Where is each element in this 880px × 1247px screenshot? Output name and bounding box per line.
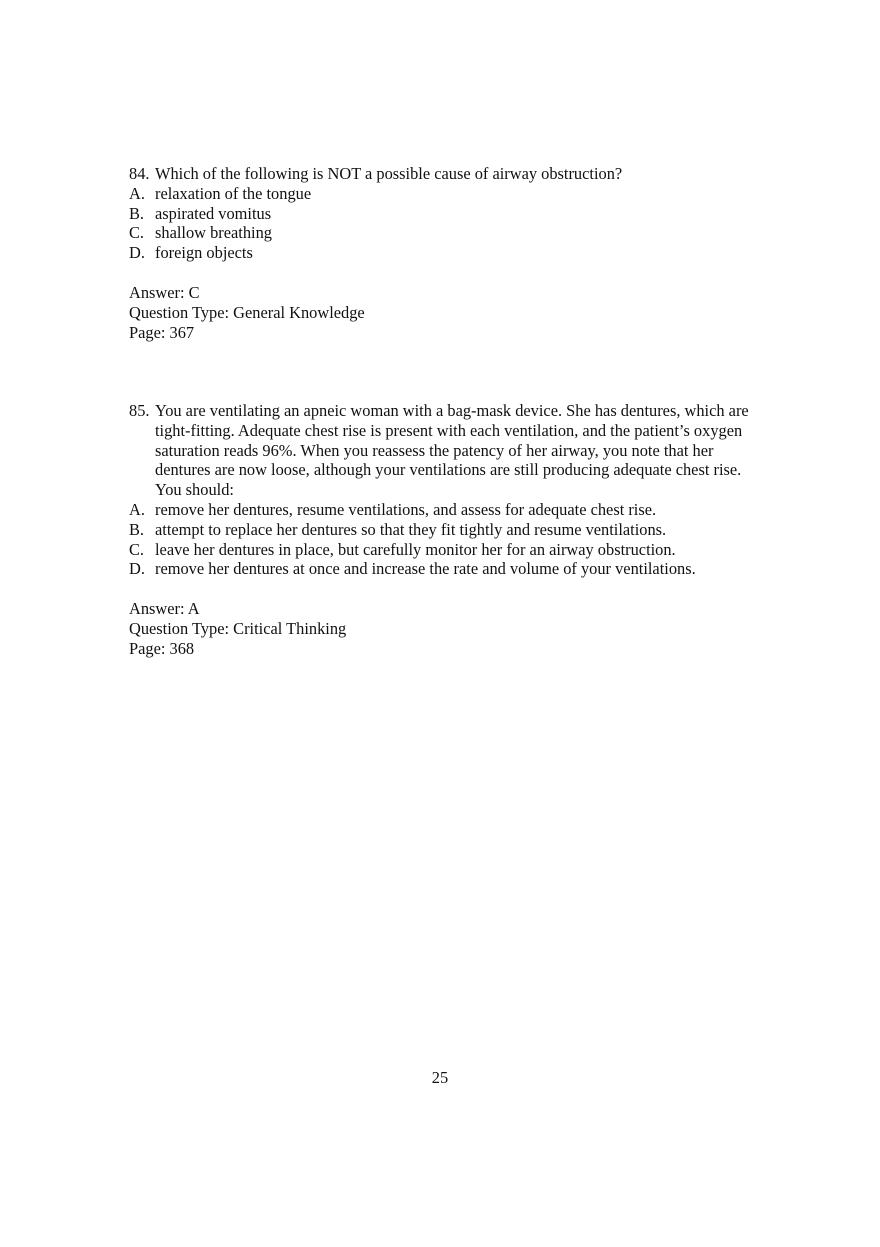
option-text: leave her dentures in place, but carefully monitor her for an airway obstruction. (155, 539, 676, 559)
question-number: 84. (129, 164, 150, 183)
option-d (129, 559, 769, 579)
question-text: Which of the following is NOT a possible cause of airway obstruction? (155, 164, 623, 183)
option-letter: B. (129, 203, 145, 223)
option-letter: A. (129, 499, 145, 519)
option-c (129, 223, 769, 243)
question-type-line: Question Type: General Knowledge (129, 302, 365, 322)
option-letter: D. (129, 559, 145, 579)
option-letter: C. (129, 223, 145, 243)
option-text: foreign objects (155, 243, 253, 263)
question-85 (129, 401, 769, 659)
option-text: remove her dentures, resume ventilations, and assess for adequate chest rise. (155, 499, 657, 519)
option-text: remove her dentures at once and increase the rate and volume of your ventilations. (155, 559, 696, 579)
option-b (129, 204, 769, 224)
option-letter: A. (129, 183, 145, 203)
question-text: You are ventilating an apneic woman with a bag-mask device. She has dentures, which are tight-fitting. Adequate chest rise is present with each ventilation, and the patient’s oxygen saturation reads 96%. When you reassess the patency of her airway, you note that her dentures are now loose, although your ventilations are still producing adequate chest rise. You should: (155, 401, 749, 500)
option-letter: D. (129, 243, 145, 263)
option-c (129, 540, 769, 560)
option-letter: B. (129, 519, 145, 539)
option-a (129, 184, 769, 204)
answer-line: Answer: C (129, 282, 200, 302)
question-stem (129, 401, 769, 500)
page-reference-line: Page: 368 (129, 638, 195, 658)
question-number: 85. (129, 401, 150, 420)
question-stem (129, 164, 769, 184)
page-number: 25 (431, 1068, 449, 1087)
question-84 (129, 164, 769, 342)
question-meta (129, 283, 769, 342)
option-text: attempt to replace her dentures so that they fit tightly and resume ventilations. (155, 519, 667, 539)
question-type-line: Question Type: Critical Thinking (129, 618, 347, 638)
option-letter: C. (129, 539, 145, 559)
answer-line: Answer: A (129, 599, 200, 619)
option-text: relaxation of the tongue (155, 183, 312, 203)
page-reference-line: Page: 367 (129, 322, 195, 342)
option-b (129, 520, 769, 540)
option-a (129, 500, 769, 520)
question-meta (129, 599, 769, 658)
option-d (129, 243, 769, 263)
option-text: shallow breathing (155, 223, 272, 243)
option-text: aspirated vomitus (155, 203, 272, 223)
